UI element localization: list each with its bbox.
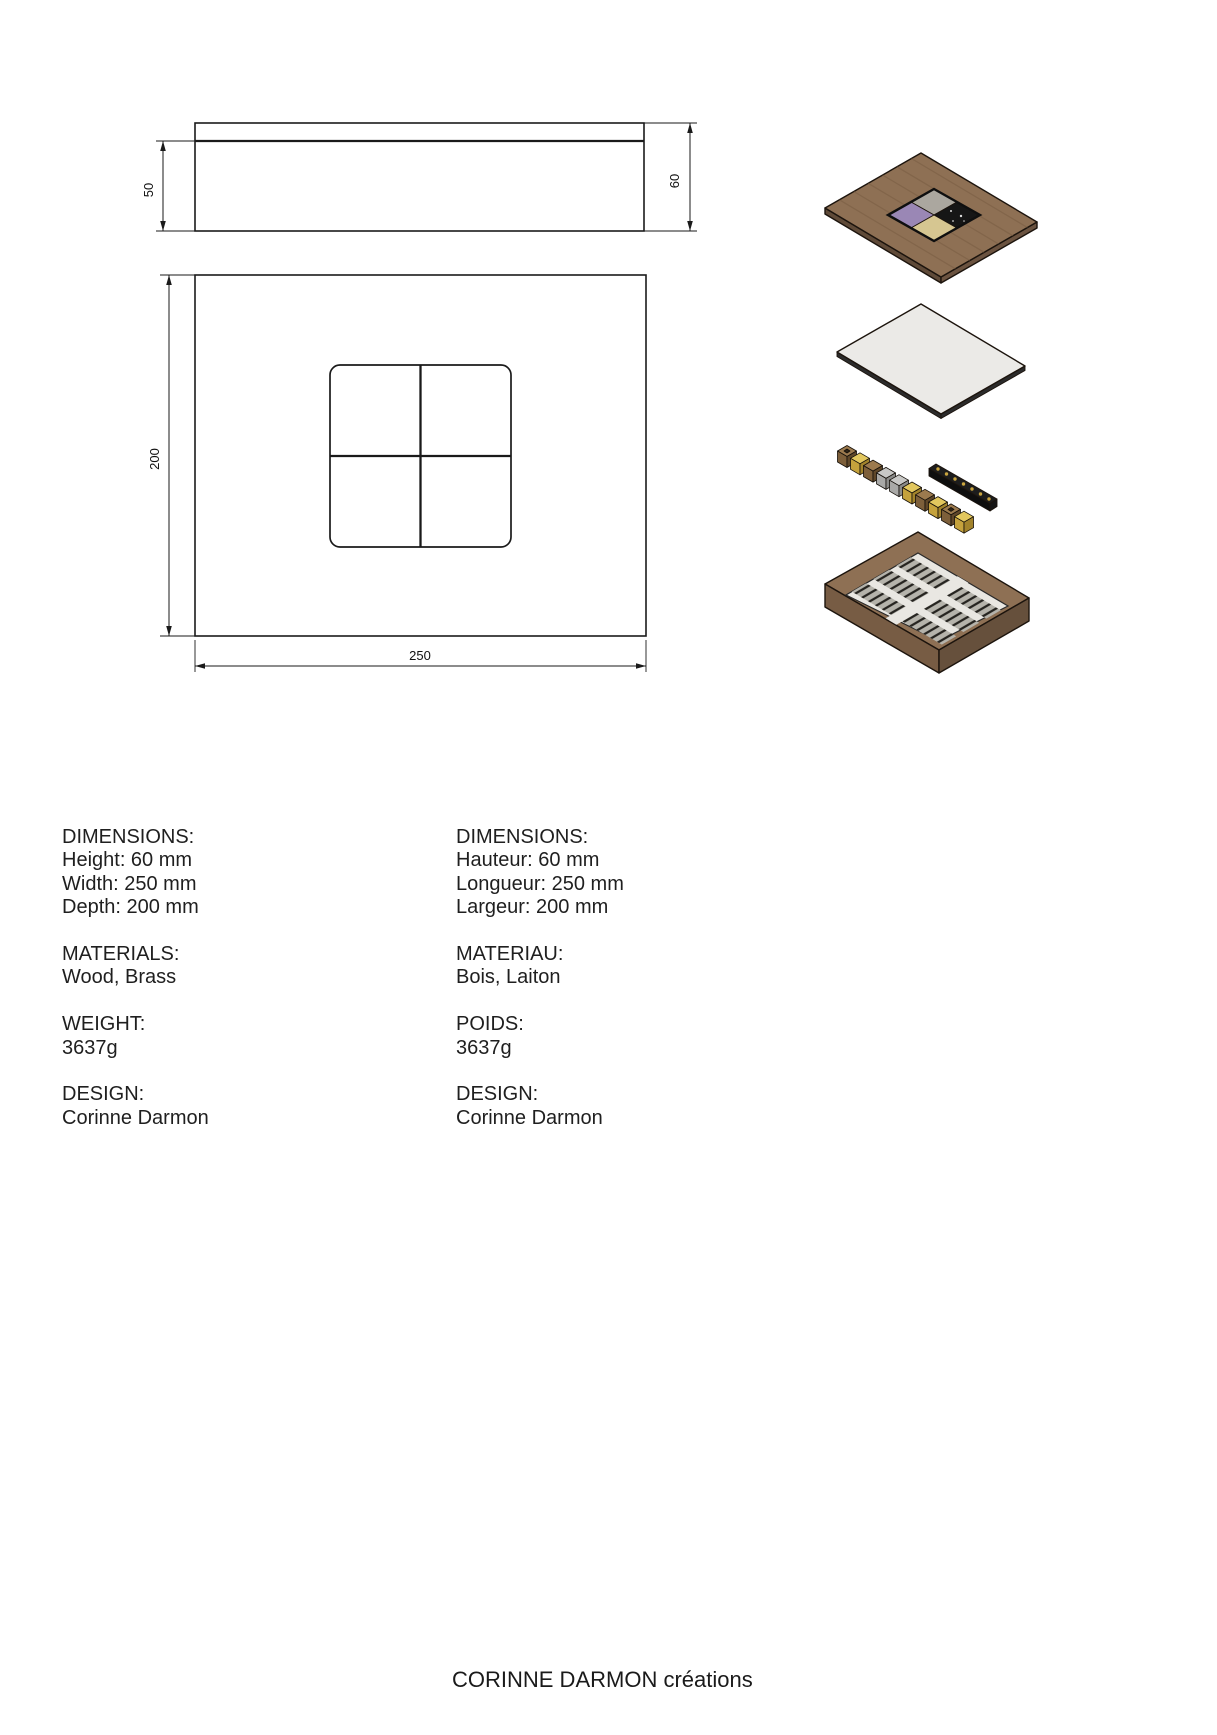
exploded-pieces xyxy=(838,446,998,534)
dimension-200 xyxy=(147,275,195,636)
dim-label-200: 200 xyxy=(147,448,162,470)
design-value-fr: Corinne Darmon xyxy=(456,1106,603,1129)
materials-value-en: Wood, Brass xyxy=(62,966,177,989)
design-value-en: Corinne Darmon xyxy=(62,1106,209,1129)
dimension-line: Depth: 200 mm xyxy=(62,896,199,919)
weight-value-fr: 3637g xyxy=(456,1036,512,1059)
dimension-line: Longueur: 250 mm xyxy=(456,872,624,895)
dimensions-title-fr: DIMENSIONS: xyxy=(456,826,589,848)
dim-label-50: 50 xyxy=(141,182,156,198)
dimensions-section-fr xyxy=(456,826,624,920)
dimension-line: Hauteur: 60 mm xyxy=(456,849,600,872)
weight-value-en: 3637g xyxy=(62,1036,118,1059)
exploded-view xyxy=(825,153,1037,673)
exploded-mirror xyxy=(837,304,1025,419)
dimension-60 xyxy=(644,123,697,231)
dimensions-title-en: DIMENSIONS: xyxy=(62,826,195,848)
dim-label-250: 250 xyxy=(409,648,431,663)
dimension-250 xyxy=(195,640,646,672)
dimension-line: Width: 250 mm xyxy=(62,872,197,895)
materials-title-en: MATERIALS: xyxy=(62,943,180,966)
materials-value-fr: Bois, Laiton xyxy=(456,966,561,989)
weight-title-en: WEIGHT: xyxy=(62,1013,146,1036)
top-view-drawing xyxy=(147,275,646,672)
footer-brand: CORINNE DARMON créations xyxy=(452,1667,753,1692)
materials-title-fr: MATERIAU: xyxy=(456,943,564,966)
exploded-tray xyxy=(825,532,1029,673)
design-title-en: DESIGN: xyxy=(62,1083,145,1106)
dimensions-section-en xyxy=(62,826,209,920)
spec-block-fr xyxy=(456,826,624,1154)
exploded-lid xyxy=(825,153,1037,283)
weight-section-en xyxy=(62,1013,209,1060)
design-title-fr: DESIGN: xyxy=(456,1083,539,1106)
dimension-line: Height: 60 mm xyxy=(62,849,193,872)
design-section-en xyxy=(62,1083,209,1130)
side-view-drawing xyxy=(141,123,697,231)
spec-block-en xyxy=(62,826,209,1154)
design-section-fr xyxy=(456,1083,624,1130)
mirror-top-face xyxy=(837,304,1025,414)
weight-section-fr xyxy=(456,1013,624,1060)
materials-section-fr xyxy=(456,943,624,990)
dimension-50 xyxy=(141,141,195,231)
weight-title-fr: POIDS: xyxy=(456,1013,524,1036)
dim-label-60: 60 xyxy=(667,173,682,189)
dimension-line: Largeur: 200 mm xyxy=(456,896,609,919)
materials-section-en xyxy=(62,943,209,990)
